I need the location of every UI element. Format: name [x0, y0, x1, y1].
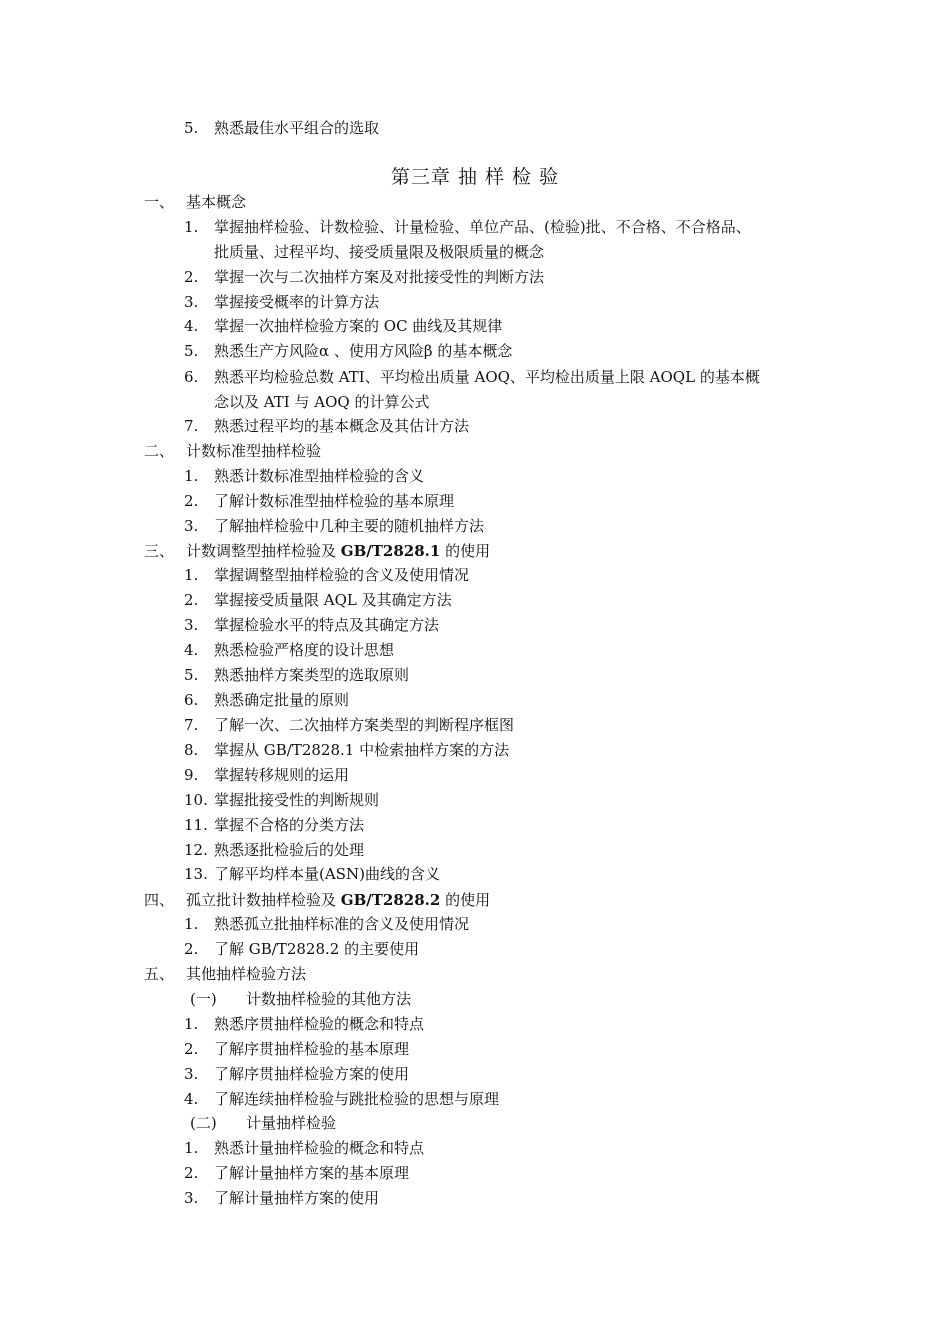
item-text: 了解连续抽样检验与跳批检验的思想与原理 — [214, 1090, 500, 1108]
item-text: 熟悉逐批检验后的处理 — [214, 841, 365, 859]
list-item — [184, 341, 512, 361]
item-text: 熟悉序贯抽样检验的概念和特点 — [214, 1015, 425, 1033]
list-item — [184, 292, 379, 312]
item-number: 9. — [184, 766, 199, 784]
list-item — [184, 590, 452, 610]
section-title-suffix: 的使用 — [440, 542, 491, 560]
item-text: 了解 GB/T2828.2 的主要使用 — [214, 940, 420, 958]
list-item — [184, 466, 424, 486]
section-heading — [144, 541, 490, 561]
item-text: 熟悉抽样方案类型的选取原则 — [214, 666, 410, 684]
list-item — [184, 740, 509, 760]
list-item — [184, 640, 394, 660]
item-number: 5. — [184, 666, 199, 684]
list-item — [184, 367, 760, 387]
item-number: 4. — [184, 641, 199, 659]
item-number: 1. — [184, 1139, 199, 1157]
subsection-number: (一) — [190, 990, 217, 1008]
section-number: 三、 — [144, 542, 175, 560]
item-number: 8. — [184, 741, 199, 759]
item-number: 3. — [184, 1189, 199, 1207]
standard-code: GB/T2828.1 — [340, 542, 441, 560]
item-number: 1. — [184, 566, 199, 584]
item-text: 熟悉平均检验总数 ATI、平均检出质量 AOQ、平均检出质量上限 AOQL 的基本概 — [214, 368, 760, 386]
list-item — [184, 491, 454, 511]
list-item — [184, 1014, 424, 1034]
item-text: 掌握调整型抽样检验的含义及使用情况 — [214, 566, 470, 584]
list-item — [184, 615, 439, 635]
item-text: 掌握接受概率的计算方法 — [214, 293, 380, 311]
item-number: 5. — [184, 342, 199, 360]
item-number: 7. — [184, 716, 199, 734]
item-text: 了解一次、二次抽样方案类型的判断程序框图 — [214, 716, 515, 734]
list-item — [184, 1188, 379, 1208]
item-number: 13. — [184, 865, 208, 883]
list-item — [184, 690, 349, 710]
item-number: 2. — [184, 940, 199, 958]
item-text: 熟悉计数标准型抽样检验的含义 — [214, 467, 425, 485]
list-item — [184, 1039, 409, 1059]
subsection-title: 计数抽样检验的其他方法 — [246, 990, 412, 1008]
item-number: 11. — [184, 816, 208, 834]
item-text: 熟悉孤立批抽样标准的含义及使用情况 — [214, 915, 470, 933]
item-number: 4. — [184, 1090, 199, 1108]
section-heading — [144, 192, 246, 212]
item-text: 了解序贯抽样检验的基本原理 — [214, 1040, 410, 1058]
section-number: 四、 — [144, 891, 175, 909]
section-title: 其他抽样检验方法 — [186, 965, 307, 983]
subsection-title: 计量抽样检验 — [246, 1114, 337, 1132]
item-number: 4. — [184, 317, 199, 335]
item-text: 掌握抽样检验、计数检验、计量检验、单位产品、(检验)批、不合格、不合格品、 — [214, 218, 751, 236]
item-number: 3. — [184, 293, 199, 311]
item-number: 3. — [184, 1065, 199, 1083]
subsection-number: (二) — [190, 1114, 217, 1132]
item-text: 熟悉计量抽样检验的概念和特点 — [214, 1139, 425, 1157]
item-text: 掌握不合格的分类方法 — [214, 816, 365, 834]
section-heading — [144, 441, 321, 461]
list-item — [184, 217, 751, 237]
section-heading — [144, 964, 306, 984]
list-item — [184, 939, 419, 959]
item-text: 熟悉检验严格度的设计思想 — [214, 641, 395, 659]
list-item — [184, 665, 409, 685]
item-text: 熟悉最佳水平组合的选取 — [214, 119, 380, 137]
list-item — [184, 815, 364, 835]
item-number: 10. — [184, 791, 208, 809]
section-heading — [144, 890, 490, 910]
item-text: 掌握接受质量限 AQL 及其确定方法 — [214, 591, 452, 609]
item-number: 2. — [184, 1040, 199, 1058]
item-number: 6. — [184, 691, 199, 709]
subsection-heading — [190, 989, 411, 1009]
item-text: 熟悉过程平均的基本概念及其估计方法 — [214, 417, 470, 435]
section-number: 一、 — [144, 193, 175, 211]
list-item — [184, 267, 544, 287]
item-number: 2. — [184, 1164, 199, 1182]
list-item — [184, 416, 469, 436]
item-number: 1. — [184, 218, 199, 236]
item-number: 7. — [184, 417, 199, 435]
item-number: 1. — [184, 1015, 199, 1033]
list-item-continuation: 批质量、过程平均、接受质量限及极限质量的概念 — [214, 243, 545, 261]
item-number: 2. — [184, 492, 199, 510]
list-item — [184, 1163, 409, 1183]
item-number: 5. — [184, 119, 199, 137]
list-item — [184, 765, 349, 785]
list-item — [184, 790, 379, 810]
item-number: 3. — [184, 517, 199, 535]
section-number: 五、 — [144, 965, 175, 983]
list-item — [184, 840, 364, 860]
section-title-suffix: 的使用 — [440, 891, 491, 909]
list-item — [184, 715, 514, 735]
item-text: 掌握检验水平的特点及其确定方法 — [214, 616, 440, 634]
list-item — [184, 565, 469, 585]
item-number: 12. — [184, 841, 208, 859]
item-text: 掌握从 GB/T2828.1 中检索抽样方案的方法 — [214, 741, 510, 759]
standard-code: GB/T2828.2 — [340, 891, 441, 909]
chapter-title: 第三章 抽 样 检 验 — [390, 166, 560, 188]
list-item — [184, 1138, 424, 1158]
item-text: 掌握批接受性的判断规则 — [214, 791, 380, 809]
item-number: 3. — [184, 616, 199, 634]
section-title: 计数调整型抽样检验及 — [186, 542, 341, 560]
item-text: 了解序贯抽样检验方案的使用 — [214, 1065, 410, 1083]
section-title: 孤立批计数抽样检验及 — [186, 891, 341, 909]
subsection-heading — [190, 1113, 336, 1133]
list-item — [184, 316, 502, 336]
item-number: 2. — [184, 591, 199, 609]
item-text: 熟悉确定批量的原则 — [214, 691, 350, 709]
list-item — [184, 516, 484, 536]
item-text: 了解计量抽样方案的基本原理 — [214, 1164, 410, 1182]
item-text: 掌握转移规则的运用 — [214, 766, 350, 784]
section-number: 二、 — [144, 442, 175, 460]
item-text: 熟悉生产方风险α 、使用方风险β 的基本概念 — [214, 342, 513, 360]
list-item — [184, 1089, 499, 1109]
item-text: 了解计量抽样方案的使用 — [214, 1189, 380, 1207]
item-number: 1. — [184, 915, 199, 933]
list-item — [184, 118, 379, 138]
item-text: 了解平均样本量(ASN)曲线的含义 — [214, 865, 440, 883]
item-number: 1. — [184, 467, 199, 485]
item-number: 6. — [184, 368, 199, 386]
list-item-continuation: 念以及 ATI 与 AOQ 的计算公式 — [214, 393, 430, 411]
section-title: 计数标准型抽样检验 — [186, 442, 322, 460]
item-text: 了解抽样检验中几种主要的随机抽样方法 — [214, 517, 485, 535]
item-text: 掌握一次与二次抽样方案及对批接受性的判断方法 — [214, 268, 545, 286]
list-item — [184, 864, 440, 884]
item-text: 了解计数标准型抽样检验的基本原理 — [214, 492, 455, 510]
section-title: 基本概念 — [186, 193, 247, 211]
list-item — [184, 914, 469, 934]
item-text: 掌握一次抽样检验方案的 OC 曲线及其规律 — [214, 317, 503, 335]
list-item — [184, 1064, 409, 1084]
item-number: 2. — [184, 268, 199, 286]
